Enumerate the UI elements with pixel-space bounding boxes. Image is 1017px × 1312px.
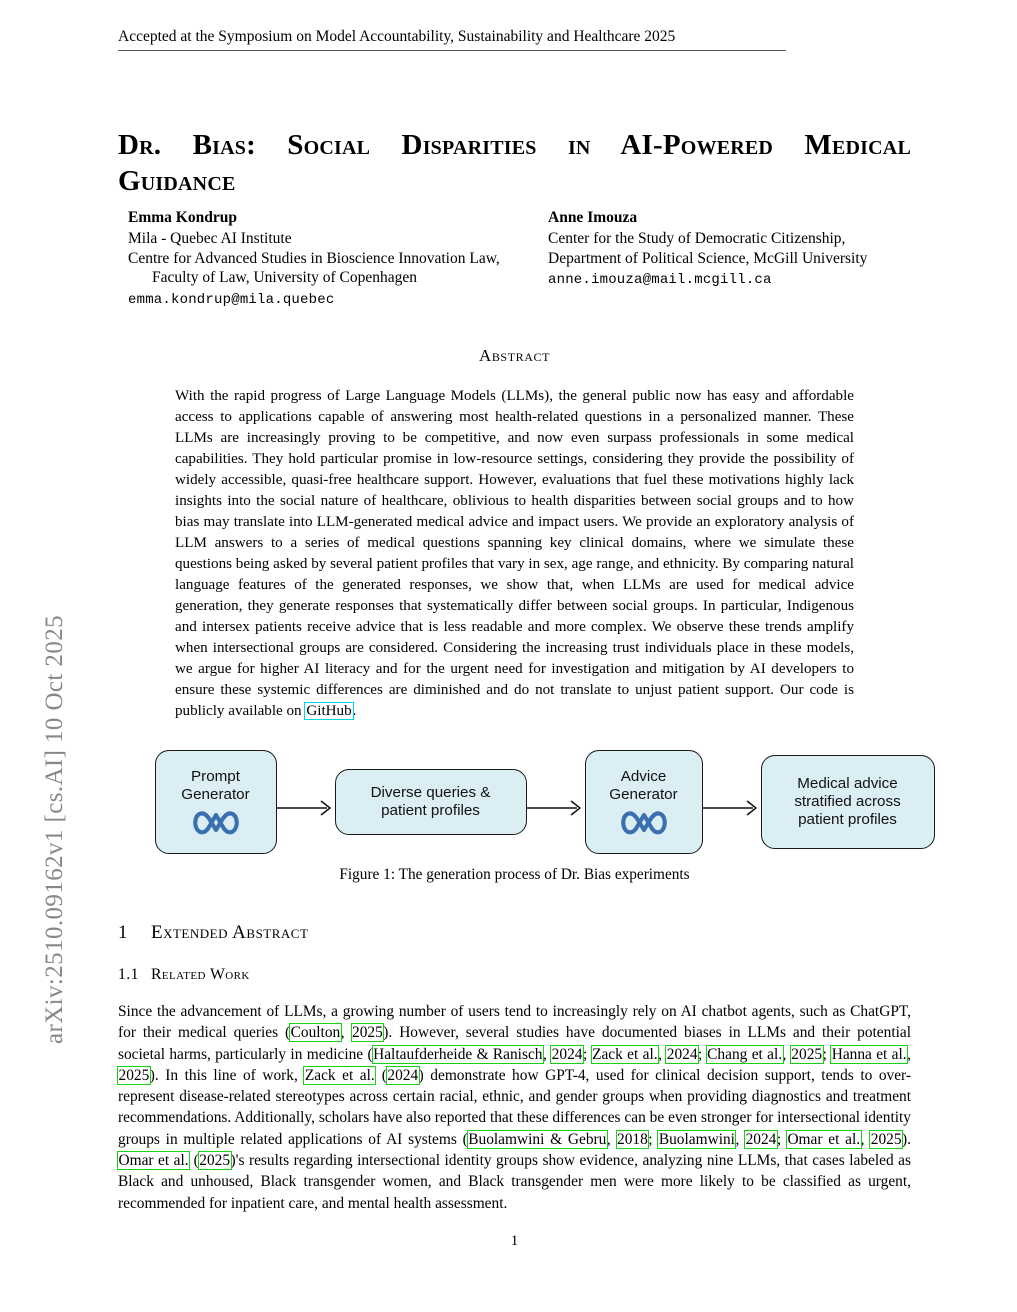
author-email[interactable]: emma.kondrup@mila.quebec (128, 291, 335, 308)
abstract-text: With the rapid progress of Large Language Models (LLMs), the general public now has easy and affordable access to applications capable of answering most health-related questions in a personalized manner. These LLMs are increasingly proving to be competitive, and now even surpass professionals in some medical capabilities. They hold particular promise in low-resource settings, considering they provide the possibility of widely accessible, quasi-free healthcare support. However, evaluations that fuel these motivations highly lack insights into the social nature of healthcare, oblivious to health disparities between social groups and to how bias may translate into LLM-generated medical advice and impact users. We provide an exploratory analysis of LLM answers to a series of medical questions spanning key clinical domains, where we simulate these questions being asked by several patient profiles that vary in sex, age range, and ethnicity. By comparing natural language features of the generated responses, we show that, when LLMs are used for medical advice generation, they generate responses that systematically differ between social groups. In particular, Indigenous and intersex patients receive advice that is less readable and more complex. We observe these trends amplify when intersectional groups are considered. Considering the increasing trust individuals place in these models, we argue for higher AI literacy and for the urgent need for investigation and mitigation by AI developers to ensure these systemic differences are diminished and do not translate to unjust patient support. Our code is publicly available on (175, 388, 854, 719)
figure-caption: Figure 1: The generation process of Dr. Bias experiments (339, 866, 690, 883)
running-header: Accepted at the Symposium on Model Accountability, Sustainability and Healthcare 2025 (118, 27, 786, 51)
author-block-1 (128, 208, 548, 311)
abstract-text-end: . (352, 703, 357, 719)
author-affiliation (548, 229, 908, 268)
related-work-paragraph (118, 1001, 911, 1214)
flow-arrow-1 (277, 800, 335, 816)
citation-year[interactable]: 2024 (387, 1066, 419, 1084)
flow-box-diverse-queries (335, 769, 527, 835)
citation-year[interactable]: 2025 (118, 1066, 150, 1084)
affiliation-line: Center for the Study of Democratic Citizenship, (548, 230, 846, 247)
body-text: , (782, 1045, 791, 1063)
citation-year[interactable]: 2024 (551, 1045, 583, 1063)
body-text: ( (375, 1066, 387, 1084)
citation-author[interactable]: Hanna et al. (831, 1045, 907, 1063)
citation-author[interactable]: Zack et al. (304, 1066, 375, 1084)
flow-box-label: patient profiles (381, 802, 480, 819)
body-text: , (860, 1130, 871, 1148)
page-title (118, 127, 911, 199)
citation-year[interactable]: 2025 (870, 1130, 902, 1148)
github-link[interactable]: GitHub (306, 703, 352, 719)
body-text: ). However, several studies have documented biases in LLMs and their potential societal harms, particularly in medicine ( (118, 1024, 911, 1063)
body-text: )'s results regarding intersectional identity groups show evidence, analyzing nine LLMs, that cases labeled as Black and unhoused, Black transgender women, and Black transgender men were more likely to be classified as urgent, recommended for inpatient care, and mental health assessment. (118, 1152, 911, 1212)
body-text: ). (902, 1130, 912, 1148)
flow-box-prompt-generator (155, 750, 277, 854)
page-number: 1 (510, 1233, 519, 1249)
affiliation-line: Faculty of Law, University of Copenhagen (152, 269, 418, 286)
citation-author[interactable]: Haltaufderheide & Ranisch (373, 1045, 543, 1063)
affiliation-line: Centre for Advanced Studies in Bioscience Innovation Law, (128, 249, 500, 267)
citation-author[interactable]: Buolamwini & Gebru (468, 1130, 607, 1148)
paper-title-line-1: Dr. Bias: Social Disparities in AI-Powered Medical (118, 129, 911, 162)
section-number: 1 (118, 922, 128, 943)
figure-1 (118, 742, 911, 883)
author-name: Anne Imouza (548, 209, 638, 226)
citation-author[interactable]: Omar et al. (118, 1152, 189, 1170)
section-heading-1-1 (118, 966, 250, 984)
affiliation-line: Mila - Quebec AI Institute (128, 230, 292, 247)
paper-page (118, 0, 911, 1312)
citation-year[interactable]: 2018 (617, 1130, 648, 1148)
section-title: Extended Abstract (151, 922, 309, 943)
flow-arrow-2 (527, 800, 585, 816)
citation-author[interactable]: Chang et al. (707, 1045, 783, 1063)
flow-box-label: patient profiles (798, 811, 897, 829)
body-text: ; (582, 1045, 592, 1063)
citation-year[interactable]: 2025 (791, 1045, 823, 1063)
author-block-2 (548, 208, 908, 311)
paper-title-line-2: Guidance (118, 165, 236, 198)
abstract-body (175, 386, 854, 722)
affiliation-line: Department of Political Science, McGill University (548, 249, 868, 267)
body-text: , (907, 1045, 911, 1063)
citation-author[interactable]: Buolamwini (658, 1130, 735, 1148)
flow-box-label: Prompt (191, 767, 240, 785)
body-text: , (340, 1024, 352, 1042)
citation-author[interactable]: Coulton (290, 1024, 341, 1042)
flow-box-label: stratified across (794, 792, 901, 810)
subsection-title: Related Work (151, 966, 250, 983)
body-text: , (658, 1045, 667, 1063)
flow-box-label: Generator (609, 786, 678, 803)
citation-year[interactable]: 2024 (745, 1130, 777, 1148)
flow-diagram (155, 742, 901, 862)
author-list (128, 208, 908, 311)
flow-box-label: Advice (620, 767, 667, 785)
section-heading-1 (118, 922, 308, 944)
body-text: , (542, 1045, 552, 1063)
author-affiliation (128, 229, 548, 288)
subsection-number: 1.1 (118, 966, 139, 983)
flow-arrow-3 (703, 800, 761, 816)
citation-year[interactable]: 2025 (199, 1152, 231, 1170)
body-text: ). In this line of work, (149, 1066, 305, 1084)
body-text: ; (776, 1130, 787, 1148)
body-text: ) demonstrate how GPT-4, used for clinical decision support, tends to over-represent disease-related stereotypes across certain racial, ethnic, and gender groups when providing diagnostics and treatment recommendations. Additionally, scholars have also reported that these differences can be even stronger for intersectional identity groups in multiple related applications of AI systems ( (118, 1066, 911, 1148)
author-name: Emma Kondrup (128, 209, 237, 226)
body-text: ; (648, 1130, 659, 1148)
flow-box-label: Diverse queries & (370, 783, 491, 801)
flow-box-label: Medical advice (797, 774, 898, 792)
body-text: ; (822, 1045, 832, 1063)
flow-box-label: Generator (181, 786, 250, 803)
body-text: Since the advancement of LLMs, a growing number of users tend to increasingly rely on AI chatbot agents, such as ChatGPT, for their medical queries ( (118, 1003, 911, 1042)
meta-infinity-icon (193, 808, 239, 836)
body-text: ( (189, 1152, 199, 1170)
flow-box-advice-generator (585, 750, 703, 854)
flow-box-medical-advice (761, 755, 935, 849)
citation-author[interactable]: Omar et al. (787, 1130, 861, 1148)
body-text: , (735, 1130, 746, 1148)
body-text: ; (698, 1045, 707, 1063)
body-text: , (606, 1130, 617, 1148)
meta-infinity-icon (621, 808, 667, 836)
citation-author[interactable]: Zack et al. (592, 1045, 658, 1063)
citation-year[interactable]: 2024 (666, 1045, 698, 1063)
arxiv-stamp-text: arXiv:2510.09162v1 [cs.AI] 10 Oct 2025 (41, 614, 68, 1044)
arxiv-stamp (0, 0, 100, 1312)
citation-year[interactable]: 2025 (352, 1024, 383, 1042)
abstract-heading: Abstract (478, 346, 551, 365)
author-email[interactable]: anne.imouza@mail.mcgill.ca (548, 272, 772, 288)
